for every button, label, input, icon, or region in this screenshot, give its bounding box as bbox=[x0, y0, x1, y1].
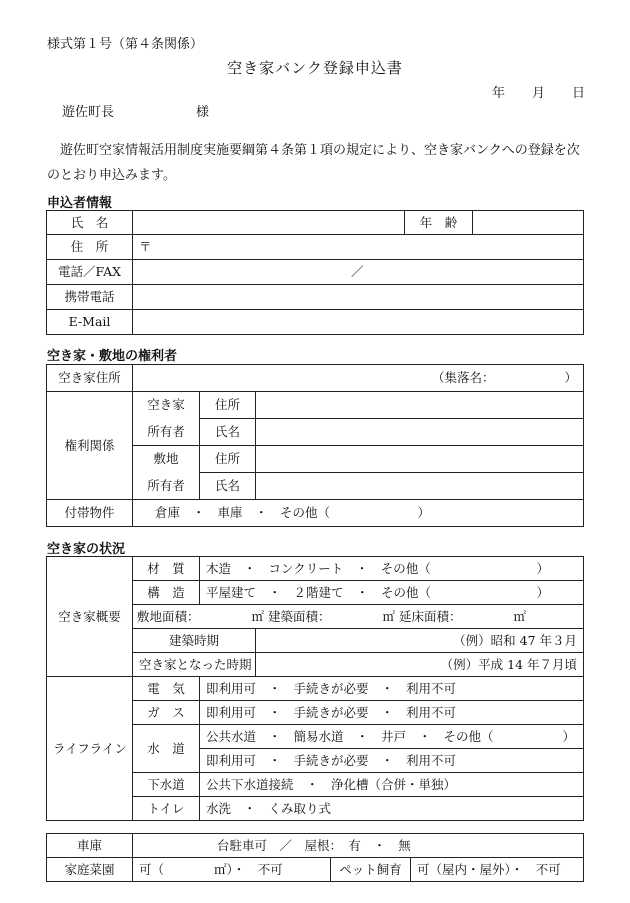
house-owner-address-label: 住所 bbox=[200, 392, 256, 419]
house-owner-address-field[interactable] bbox=[256, 392, 584, 419]
house-address-label: 空き家住所 bbox=[47, 365, 133, 392]
house-owner-name-field[interactable] bbox=[256, 419, 584, 446]
section-status: 空き家の状況 bbox=[47, 542, 126, 557]
material-close: ） bbox=[536, 560, 549, 576]
garage-label: 車庫 bbox=[47, 834, 133, 858]
land-owner-name-label: 氏名 bbox=[200, 473, 256, 500]
electric-label: 電 気 bbox=[133, 677, 200, 701]
garden-label: 家庭菜園 bbox=[47, 858, 133, 882]
lifeline-label: ライフライン bbox=[47, 677, 133, 821]
mobile-label: 携帯電話 bbox=[47, 285, 133, 310]
village-close: ） bbox=[564, 370, 578, 386]
date-month-label: 月 bbox=[532, 86, 546, 101]
material-label: 材 質 bbox=[133, 557, 200, 581]
building-area-unit: ㎡ bbox=[382, 608, 396, 624]
water-use-options[interactable]: 即利用可 ・ 手続きが必要 ・ 利用不可 bbox=[200, 749, 584, 773]
bottom-table bbox=[46, 833, 584, 882]
honorific: 様 bbox=[196, 105, 210, 120]
attached-label: 付帯物件 bbox=[47, 500, 133, 527]
section-applicant: 申込者情報 bbox=[47, 196, 113, 211]
vacant-field[interactable]: （例）平成 14 年７月頃 bbox=[256, 653, 584, 677]
electric-options[interactable]: 即利用可 ・ 手続きが必要 ・ 利用不可 bbox=[200, 677, 584, 701]
applicant-table bbox=[46, 210, 584, 335]
phone-fax-field[interactable] bbox=[133, 260, 584, 285]
floor-area-unit: ㎡ bbox=[513, 608, 527, 624]
attached-options[interactable]: 倉庫 ・ 車庫 ・ その他（ ） bbox=[133, 500, 584, 527]
page-title: 空き家バンク登録申込書 bbox=[227, 59, 403, 77]
gas-options[interactable]: 即利用可 ・ 手続きが必要 ・ 利用不可 bbox=[200, 701, 584, 725]
section-rights: 空き家・敷地の権利者 bbox=[47, 349, 178, 364]
sewer-label: 下水道 bbox=[133, 773, 200, 797]
email-field[interactable] bbox=[133, 310, 584, 335]
site-area-label: 敷地面積： bbox=[137, 608, 200, 624]
name-label: 氏 名 bbox=[47, 211, 133, 235]
structure-label: 構 造 bbox=[133, 581, 200, 605]
address-label: 住 所 bbox=[47, 235, 133, 260]
building-area-label: 建築面積： bbox=[268, 608, 331, 624]
site-area-unit: ㎡ bbox=[251, 608, 265, 624]
water-label: 水 道 bbox=[133, 725, 200, 773]
age-label: 年 齢 bbox=[405, 211, 473, 235]
house-owner-label-2: 所有者 bbox=[133, 419, 200, 446]
form-number: 様式第１号（第４条関係） bbox=[47, 37, 204, 52]
sewer-options[interactable]: 公共下水道接続 ・ 浄化槽（合併・単独） bbox=[200, 773, 584, 797]
postal-mark: 〒 bbox=[139, 239, 152, 255]
land-owner-address-field[interactable] bbox=[256, 446, 584, 473]
garden-options[interactable]: 可（ ㎡）・ 不可 bbox=[133, 858, 331, 882]
water-type-options[interactable] bbox=[200, 725, 584, 749]
village-label: （集落名： bbox=[431, 370, 495, 386]
pet-options[interactable]: 可（屋内・屋外）・ 不可 bbox=[411, 858, 584, 882]
structure-close: ） bbox=[536, 584, 549, 600]
toilet-options[interactable]: 水洗 ・ くみ取り式 bbox=[200, 797, 584, 821]
material-options[interactable] bbox=[200, 557, 584, 581]
gas-label: ガ ス bbox=[133, 701, 200, 725]
age-field[interactable] bbox=[473, 211, 584, 235]
built-label: 建築時期 bbox=[133, 629, 256, 653]
address-field[interactable] bbox=[133, 235, 584, 260]
mobile-field[interactable] bbox=[133, 285, 584, 310]
vacant-label: 空き家となった時期 bbox=[133, 653, 256, 677]
structure-options-text: 平屋建て ・ ２階建て ・ その他（ bbox=[206, 584, 432, 600]
pet-label: ペット飼育 bbox=[331, 858, 411, 882]
phone-fax-label: 電話／FAX bbox=[47, 260, 133, 285]
built-field[interactable]: （例）昭和 47 年３月 bbox=[256, 629, 584, 653]
toilet-label: トイレ bbox=[133, 797, 200, 821]
name-field[interactable] bbox=[133, 211, 405, 235]
material-options-text: 木造 ・ コンクリート ・ その他（ bbox=[206, 560, 431, 576]
rights-label: 権利関係 bbox=[47, 392, 133, 500]
addressee: 遊佐町長 bbox=[62, 105, 115, 120]
status-table bbox=[46, 556, 584, 821]
house-address-field[interactable] bbox=[133, 365, 584, 392]
garage-options[interactable]: 台駐車可 ／ 屋根： 有 ・ 無 bbox=[133, 834, 584, 858]
structure-options[interactable] bbox=[200, 581, 584, 605]
water-type-text: 公共水道 ・ 簡易水道 ・ 井戸 ・ その他（ bbox=[206, 728, 494, 744]
floor-area-label: 延床面積： bbox=[399, 608, 462, 624]
area-row[interactable] bbox=[133, 605, 584, 629]
date-day-label: 日 bbox=[572, 86, 586, 101]
land-owner-address-label: 住所 bbox=[200, 446, 256, 473]
land-owner-label-2: 所有者 bbox=[133, 473, 200, 500]
water-close: ） bbox=[562, 728, 575, 744]
land-owner-label: 敷地 bbox=[133, 446, 200, 473]
house-owner-name-label: 氏名 bbox=[200, 419, 256, 446]
intro-text: 遊佐町空家情報活用制度実施要綱第４条第１項の規定により、空き家バンクへの登録を次のとおり申込みます。 bbox=[47, 143, 580, 183]
date-year-label: 年 bbox=[492, 86, 506, 101]
overview-label: 空き家概要 bbox=[47, 557, 133, 677]
rights-table bbox=[46, 364, 584, 527]
house-owner-label: 空き家 bbox=[133, 392, 200, 419]
email-label: E-Mail bbox=[47, 310, 133, 335]
land-owner-name-field[interactable] bbox=[256, 473, 584, 500]
phone-fax-separator: ／ bbox=[351, 264, 364, 280]
